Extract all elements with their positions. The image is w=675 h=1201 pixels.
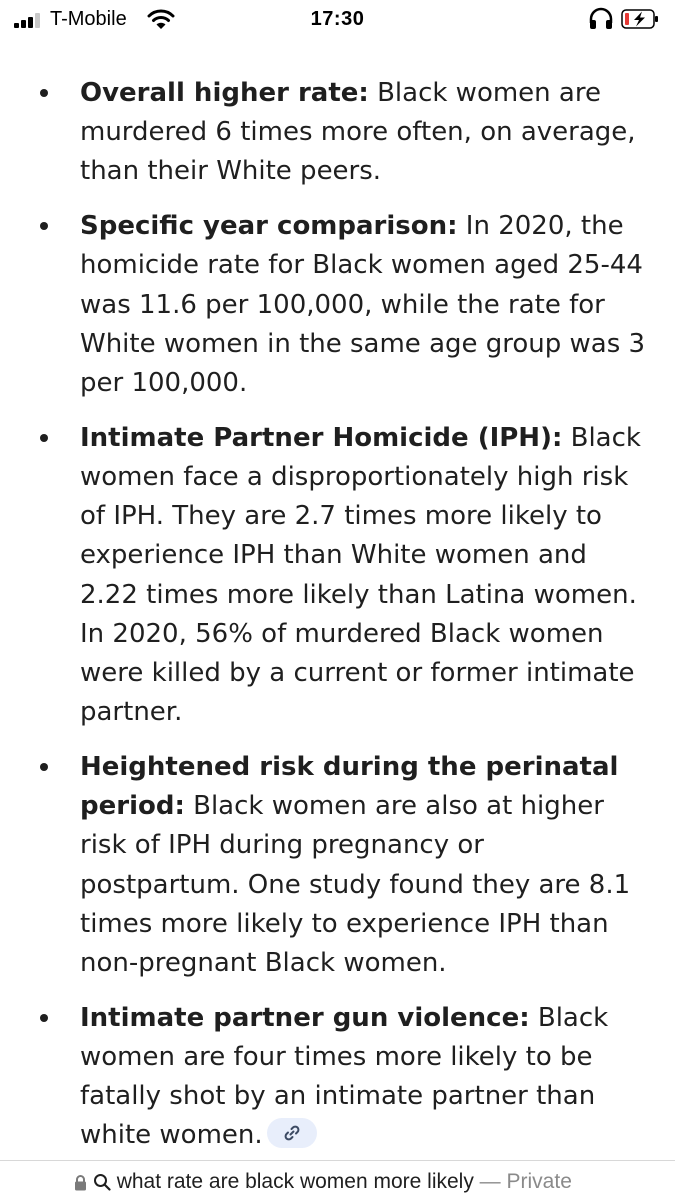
bullet-label: Specific year comparison:	[80, 211, 458, 242]
status-bar	[0, 0, 675, 40]
bullet-text: Black women are four times more likely to be fatally shot by an intimate partner than white women.	[80, 1002, 609, 1151]
address-bar[interactable]	[0, 1160, 675, 1201]
bullet-label: Intimate partner gun violence:	[80, 1002, 530, 1033]
bullet-label: Overall higher rate:	[80, 78, 369, 108]
carrier-name: T-Mobile	[50, 8, 127, 30]
clock: 17:30	[310, 8, 365, 30]
source-link-button[interactable]	[267, 1118, 317, 1148]
bullet-item-overall-rate	[0, 74, 675, 192]
private-mode-label: Private	[506, 1170, 572, 1193]
bullet-dot	[40, 763, 48, 771]
separator: —	[473, 1170, 507, 1193]
bullet-item-year-comparison	[0, 207, 675, 403]
bullet-item-perinatal	[0, 748, 675, 983]
link-icon	[283, 1124, 301, 1142]
bullet-text: Black women face a disproportionately high risk of IPH. They are 2.7 times more likely to experience IPH than White women and 2.22 times more likely than Latina women. In 2020, 56% of murdered Black women were killed by a current or former intimate partner.	[80, 422, 641, 728]
bullet-dot	[40, 89, 48, 97]
bullet-dot	[40, 222, 48, 230]
bullet-list	[0, 74, 675, 1156]
bullet-text: Black women are also at higher risk of IPH during pregnancy or postpartum. One study found they are 8.1 times more likely to experience IPH than non-pregnant Black women.	[80, 791, 631, 979]
bullet-dot	[40, 434, 48, 442]
bullet-dot	[40, 1014, 48, 1022]
search-icon	[93, 1173, 111, 1191]
address-field[interactable]	[74, 1170, 572, 1194]
headphones-icon	[588, 7, 614, 31]
answer-content	[0, 74, 675, 1171]
battery-charging-icon	[621, 9, 659, 29]
lock-icon	[74, 1174, 87, 1191]
search-query-text: what rate are black women more likely	[116, 1170, 474, 1193]
bullet-item-iph	[0, 419, 675, 733]
bullet-text: Black women are murdered 6 times more often, on average, than their White peers.	[80, 78, 636, 187]
bullet-label: Heightened risk during the perinatal period:	[80, 752, 619, 822]
bullet-label: Intimate Partner Homicide (IPH):	[80, 422, 563, 453]
bullet-text: In 2020, the homicide rate for Black women aged 25-44 was 11.6 per 100,000, while the rate for White women in the same age group was 3 per 100,000.	[80, 211, 646, 399]
bullet-item-gun-violence	[0, 999, 675, 1156]
